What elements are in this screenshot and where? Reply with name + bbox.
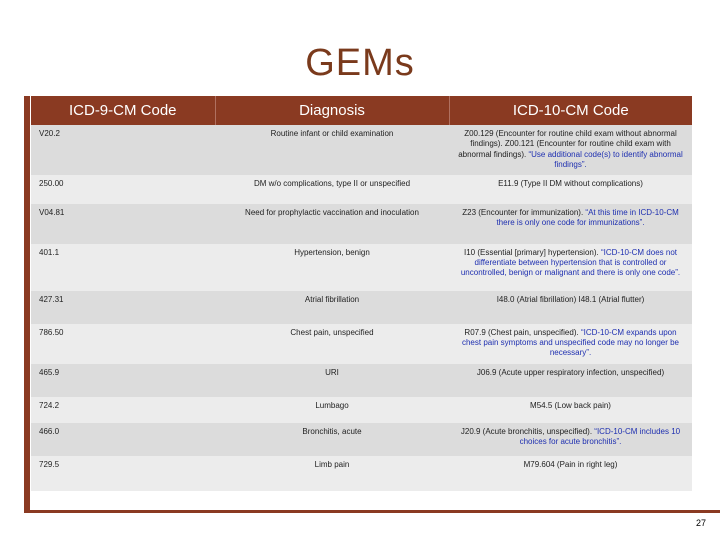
cell-diagnosis: Need for prophylactic vaccination and inoculation — [215, 204, 449, 244]
cell-diagnosis: Atrial fibrillation — [215, 291, 449, 324]
icd10-code-text: R07.9 (Chest pain, unspecified). — [464, 327, 579, 337]
cell-icd10 — [449, 204, 692, 244]
cell-diagnosis: URI — [215, 364, 449, 397]
icd10-note-text: “ICD-10-CM expands upon chest pain symptoms and unspecified code may no longer be necessary”. — [461, 327, 679, 358]
cell-icd9: 250.00 — [31, 175, 215, 204]
header-icd10: ICD-10-CM Code — [449, 96, 692, 125]
cell-icd10 — [449, 397, 692, 423]
cell-icd10 — [449, 175, 692, 204]
header-icd9: ICD-9-CM Code — [31, 96, 215, 125]
bottom-rule — [24, 510, 720, 513]
cell-diagnosis: Limb pain — [215, 456, 449, 491]
icd10-code-text: Z23 (Encounter for immunization). — [462, 207, 584, 217]
icd10-code-text: J06.9 (Acute upper respiratory infection, unspecified) — [476, 367, 665, 377]
icd10-code-text: M79.604 (Pain in right leg) — [523, 459, 618, 469]
cell-icd9: V20.2 — [31, 125, 215, 175]
icd10-note-text: “At this time in ICD-10-CM there is only one code for immunizations”. — [496, 207, 679, 227]
icd10-code-text: M54.5 (Low back pain) — [530, 400, 611, 410]
icd10-note-text: “ICD-10-CM includes 10 choices for acute bronchitis”. — [519, 426, 681, 446]
icd10-code-text: J20.9 (Acute bronchitis, unspecified). — [460, 426, 593, 436]
table-row — [31, 456, 692, 491]
table-row — [31, 364, 692, 397]
icd10-code-text: I10 (Essential [primary] hypertension). — [464, 247, 599, 257]
icd10-code-text: I48.0 (Atrial fibrillation) I48.1 (Atrial flutter) — [496, 294, 645, 304]
page-number: 27 — [695, 518, 706, 528]
cell-icd9: 401.1 — [31, 244, 215, 291]
table-row — [31, 291, 692, 324]
cell-icd10 — [449, 125, 692, 175]
cell-diagnosis: Lumbago — [215, 397, 449, 423]
cell-icd10 — [449, 291, 692, 324]
cell-icd9: 724.2 — [31, 397, 215, 423]
cell-icd10 — [449, 244, 692, 291]
cell-diagnosis: Hypertension, benign — [215, 244, 449, 291]
slide-title: GEMs — [305, 42, 415, 84]
cell-icd10 — [449, 364, 692, 397]
left-accent-bar — [24, 96, 30, 510]
cell-icd10 — [449, 423, 692, 456]
table-row — [31, 175, 692, 204]
table-row — [31, 324, 692, 364]
cell-icd10 — [449, 456, 692, 491]
cell-icd9: 466.0 — [31, 423, 215, 456]
table-row — [31, 244, 692, 291]
icd10-code-text: Z00.129 (Encounter for routine child exam without abnormal findings). Z00.121 (Encounter for routine child exam with abnormal findings). — [458, 129, 677, 159]
icd10-code-text: E11.9 (Type II DM without complications) — [498, 178, 643, 188]
gems-table — [31, 96, 692, 491]
cell-icd9: 465.9 — [31, 364, 215, 397]
cell-diagnosis: Bronchitis, acute — [215, 423, 449, 456]
header-diagnosis: Diagnosis — [215, 96, 449, 125]
table-row — [31, 397, 692, 423]
cell-icd9: V04.81 — [31, 204, 215, 244]
cell-diagnosis: Routine infant or child examination — [215, 125, 449, 175]
cell-icd10 — [449, 324, 692, 364]
cell-icd9: 786.50 — [31, 324, 215, 364]
cell-icd9: 729.5 — [31, 456, 215, 491]
icd10-note-text: “ICD-10-CM does not differentiate between hypertension that is controlled or uncontrolled, benign or malignant and there is only one code”. — [460, 247, 681, 278]
table-row — [31, 423, 692, 456]
icd10-note-text: “Use additional code(s) to identify abnormal findings”. — [528, 149, 683, 170]
cell-icd9: 427.31 — [31, 291, 215, 324]
table-row — [31, 125, 692, 175]
cell-diagnosis: Chest pain, unspecified — [215, 324, 449, 364]
table-header-row — [31, 96, 692, 125]
cell-diagnosis: DM w/o complications, type II or unspecified — [215, 175, 449, 204]
table-row — [31, 204, 692, 244]
